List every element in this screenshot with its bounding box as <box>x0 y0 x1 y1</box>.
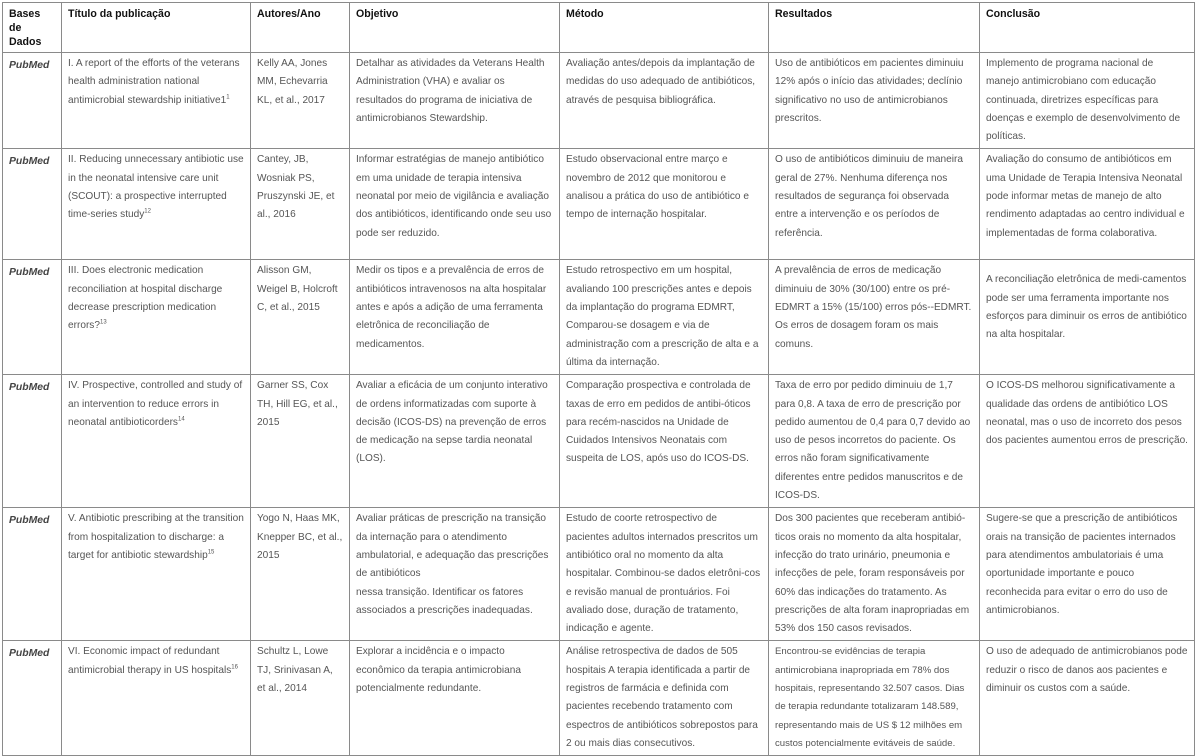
objective-cell: Avaliar a eficácia de um conjunto interativo de ordens informatizadas com suporte à decisão (ICOS-DS) na prevenção de erros de medicação na sepse tardia neonatal (LOS). <box>350 375 560 508</box>
table-row <box>3 375 1195 508</box>
title-text: VI. Economic impact of redundant antimicrobial therapy in US hospitals <box>68 646 232 676</box>
authors-cell: Yogo N, Haas MK, Knepper BC, et al., 2015 <box>251 508 350 641</box>
authors-cell: Garner SS, Cox TH, Hill EG, et al., 2015 <box>251 375 350 508</box>
results-cell: O uso de antibióticos diminuiu de maneira geral de 27%. Nenhuma diferença nos resultados de segurança foi observada entre a intervenção e os períodos de referência. <box>769 149 980 260</box>
method-cell: Estudo de coorte retrospectivo de pacientes adultos internados prescritos um antibiótico oral no momento da alta hospitalar. Combinou-se dados eletrôni-cos e revisão manual de prontuários. Foi avaliado dose, duração de tratamento, indicação e agente. <box>560 508 769 641</box>
evidence-table <box>2 2 1195 756</box>
method-cell: Estudo retrospectivo em um hospital, avaliando 100 prescrições antes e depois da implantação do programa EDMRT, Comparou-se dosagem e via de administração com a prescrição de alta e a última da internação. <box>560 260 769 375</box>
conclusion-cell: Avaliação do consumo de antibióticos em uma Unidade de Terapia Intensiva Neonatal pode informar metas de manejo de alto rendimento adaptadas ao centro individual e implementadas de forma colaborativa. <box>980 149 1195 260</box>
objective-cell: Explorar a incidência e o impacto econômico da terapia antimicrobiana potencialmente redundante. <box>350 641 560 756</box>
conclusion-cell: O ICOS-DS melhorou significativamente a qualidade das ordens de antibiótico LOS neonatal, mas o uso de incorreto dos pesos dos pacientes aumentou erros de prescrição. <box>980 375 1195 508</box>
authors-cell: Kelly AA, Jones MM, Echevarria KL, et al., 2017 <box>251 53 350 149</box>
table-row <box>3 641 1195 756</box>
title-text: IV. Prospective, controlled and study of an intervention to reduce errors in neonatal antibioticorders <box>68 380 243 428</box>
title-cell <box>62 260 251 375</box>
conclusion-cell: O uso de adequado de antimicrobianos pode reduzir o risco de danos aos pacientes e diminuir os custos com a saúde. <box>980 641 1195 756</box>
header-results: Resultados <box>769 3 980 53</box>
results-cell: Encontrou-se evidências de terapia antimicrobiana inapropriada em 78% dos hospitais, representando 32.507 casos. Dias de terapia redundante totalizaram 148.589, representando mais de US $ 12 milhões em custos potencialmente evitáveis de saúde. <box>769 641 980 756</box>
title-cell <box>62 149 251 260</box>
authors-cell: Alisson GM, Weigel B, Holcroft C, et al., 2015 <box>251 260 350 375</box>
database-cell: PubMed <box>3 53 62 149</box>
reference-number: 13 <box>99 320 107 327</box>
method-cell: Avaliação antes/depois da implantação de medidas do uso adequado de antibióticos, através de pesquisa bibliográfica. <box>560 53 769 149</box>
reference-number: 1 <box>226 94 230 101</box>
title-text: III. Does electronic medication reconciliation at hospital discharge decrease prescription medication errors? <box>68 265 223 332</box>
title-text: I. A report of the efforts of the veterans health administration national antimicrobial stewardship initiative1 <box>68 58 240 106</box>
conclusion-cell: Sugere-se que a prescrição de antibióticos orais na transição de pacientes internados para atendimentos ambulatoriais é uma oportunidade importante e pouco reconhecida para evitar o erro do uso de antimicrobianos. <box>980 508 1195 641</box>
header-row <box>3 3 1195 53</box>
title-cell <box>62 508 251 641</box>
results-cell: Dos 300 pacientes que receberam antibió-ticos orais no momento da alta hospitalar, infecção do trato urinário, pneumonia e infecções de pele, foram responsáveis por 60% das indicações do tratamento. As prescrições de alta foram inapropriadas em 53% dos 150 casos revisados. <box>769 508 980 641</box>
reference-number: 15 <box>207 549 215 556</box>
objective-cell: Detalhar as atividades da Veterans Health Administration (VHA) e avaliar os resultados do programa de iniciativa de antimicrobianos Stewardship. <box>350 53 560 149</box>
method-cell: Comparação prospectiva e controlada de taxas de erro em pedidos de antibi-óticos para recém-nascidos na Unidade de Cuidados Intensivos Neonatais com suspeita de LOS, após uso do ICOS-DS. <box>560 375 769 508</box>
header-method: Método <box>560 3 769 53</box>
title-cell <box>62 641 251 756</box>
objective-cell: Avaliar práticas de prescrição na transição da internação para o atendimento ambulatorial, e adequação das prescrições de antibióticos nessa transição. Identificar os fatores associados a prescrições inadequadas. <box>350 508 560 641</box>
conclusion-cell: A reconciliação eletrônica de medi-camentos pode ser uma ferramenta importante nos esforços para diminuir os erros de antibiótico na alta hospitalar. <box>980 260 1195 375</box>
authors-cell: Schultz L, Lowe TJ, Srinivasan A, et al., 2014 <box>251 641 350 756</box>
table-row <box>3 149 1195 260</box>
title-cell <box>62 375 251 508</box>
authors-cell: Cantey, JB, Wosniak PS, Pruszynski JE, et al., 2016 <box>251 149 350 260</box>
header-authors: Autores/Ano <box>251 3 350 53</box>
database-cell: PubMed <box>3 508 62 641</box>
database-cell: PubMed <box>3 375 62 508</box>
table-row <box>3 508 1195 641</box>
conclusion-cell: Implemento de programa nacional de manejo antimicrobiano com educação continuada, diretrizes específicas para doenças e exemplo de desenvolvimento de políticas. <box>980 53 1195 149</box>
database-cell: PubMed <box>3 260 62 375</box>
table-row <box>3 260 1195 375</box>
reference-number: 16 <box>231 664 238 671</box>
method-cell: Estudo observacional entre março e novembro de 2012 que monitorou e analisou a prática do uso de antibiótico e tempo de internação hospitalar. <box>560 149 769 260</box>
objective-cell: Informar estratégias de manejo antibiótico em uma unidade de terapia intensiva neonatal por meio de vigilância e avaliação dos antibióticos, identificando onde seu uso pode ser reduzido. <box>350 149 560 260</box>
header-title: Título da publicação <box>62 3 251 53</box>
header-objective: Objetivo <box>350 3 560 53</box>
title-text: V. Antibiotic prescribing at the transition from hospitalization to discharge: a target for antibiotic stewardship <box>68 513 244 561</box>
title-text: II. Reducing unnecessary antibiotic use in the neonatal intensive care unit (SCOUT): a prospective interrupted time-series study <box>68 154 244 221</box>
header-conclusion: Conclusão <box>980 3 1195 53</box>
reference-number: 14 <box>177 416 185 423</box>
title-cell <box>62 53 251 149</box>
objective-cell: Medir os tipos e a prevalência de erros de antibióticos intravenosos na alta hospitalar antes e após a adição de uma ferramenta eletrônica de reconciliação de medicamentos. <box>350 260 560 375</box>
database-cell: PubMed <box>3 149 62 260</box>
table-row <box>3 53 1195 149</box>
reference-number: 12 <box>144 209 151 216</box>
method-cell: Análise retrospectiva de dados de 505 hospitais A terapia identificada a partir de registros de farmácia e definida com pacientes recebendo tratamento com espectros de antibióticos sobrepostos para 2 ou mais dias consecutivos. <box>560 641 769 756</box>
results-cell: Taxa de erro por pedido diminuiu de 1,7 para 0,8. A taxa de erro de prescrição por pedido aumentou de 0,4 para 0,7 devido ao uso de pesos incorretos do paciente. Os erros não foram significativamente diferentes entre pedidos manuscritos e de ICOS-DS. <box>769 375 980 508</box>
header-database: Bases de Dados <box>3 3 62 53</box>
results-cell: A prevalência de erros de medicação diminuiu de 30% (30/100) entre os pré-EDMRT a 15% (15/100) erros pós--EDMRT. Os erros de dosagem foram os mais comuns. <box>769 260 980 375</box>
results-cell: Uso de antibióticos em pacientes diminuiu 12% após o início das atividades; declínio significativo no uso de antimicrobianos prescritos. <box>769 53 980 149</box>
database-cell: PubMed <box>3 641 62 756</box>
